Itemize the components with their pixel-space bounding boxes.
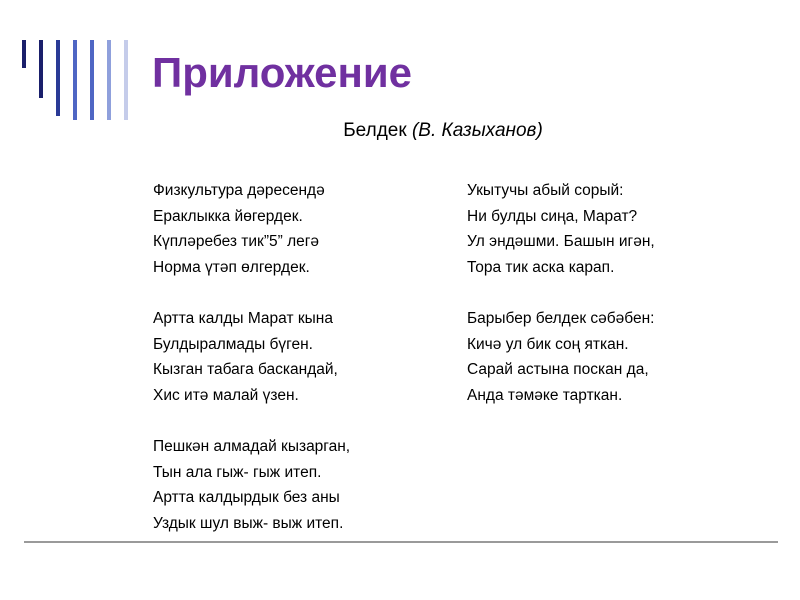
poem-line: Анда тәмәке тарткан.	[467, 386, 623, 404]
poem-line: Барыбер белдек сәбәбен:	[467, 309, 655, 327]
decorative-bar	[39, 40, 43, 98]
poem-line: Норма үтәп өлгердек.	[153, 258, 310, 276]
poem-line: Ераклыкка йөгердек.	[153, 207, 303, 225]
poem-line: Булдыралмады бүген.	[153, 335, 313, 353]
poem-title: Белдек	[343, 120, 407, 141]
decorative-bar	[124, 40, 128, 120]
stanza-gap	[153, 280, 350, 306]
poem-line: Пешкән алмадай кызарган,	[153, 437, 351, 455]
poem-line: Уздык шул выж- выж итеп.	[153, 514, 344, 532]
decorative-bar	[56, 40, 60, 116]
decorative-bar	[90, 40, 94, 120]
poem-line: Сарай астына поскан да,	[467, 361, 649, 379]
decorative-bar	[22, 40, 26, 68]
poem-line: Тын ала гыж- гыж итеп.	[153, 463, 322, 481]
poem-line: Артта калдырдык без аны	[153, 489, 340, 507]
poem-author: (В. Казыханов)	[411, 120, 543, 141]
decorative-bar	[73, 40, 77, 120]
poem-line: Ул эндәшми. Башын игән,	[467, 233, 655, 251]
poem-line: Тора тик аска карап.	[467, 258, 615, 276]
decorative-bars	[0, 0, 140, 120]
poem-line: Ни булды сиңа, Марат?	[467, 207, 638, 225]
decorative-bar	[107, 40, 111, 120]
stanza-gap	[153, 408, 350, 434]
bottom-divider	[24, 541, 778, 543]
poem-line: Хис итә малай үзен.	[153, 386, 299, 404]
slide-title: Приложение	[152, 49, 413, 96]
poem-column-right	[467, 178, 655, 408]
poem-line: Кызган табага баскандай,	[153, 361, 338, 379]
poem-line: Күпләребез тик”5” легә	[153, 233, 320, 251]
poem-line: Кичә ул бик соң яткан.	[467, 335, 629, 353]
poem-heading	[0, 120, 800, 142]
poem-line: Физкультура дәресендә	[153, 182, 325, 199]
stanza-gap	[467, 280, 655, 306]
poem-column-left	[153, 178, 350, 536]
poem-line: Артта калды Марат кына	[153, 309, 333, 327]
poem-line: Укытучы абый сорый:	[467, 182, 624, 199]
